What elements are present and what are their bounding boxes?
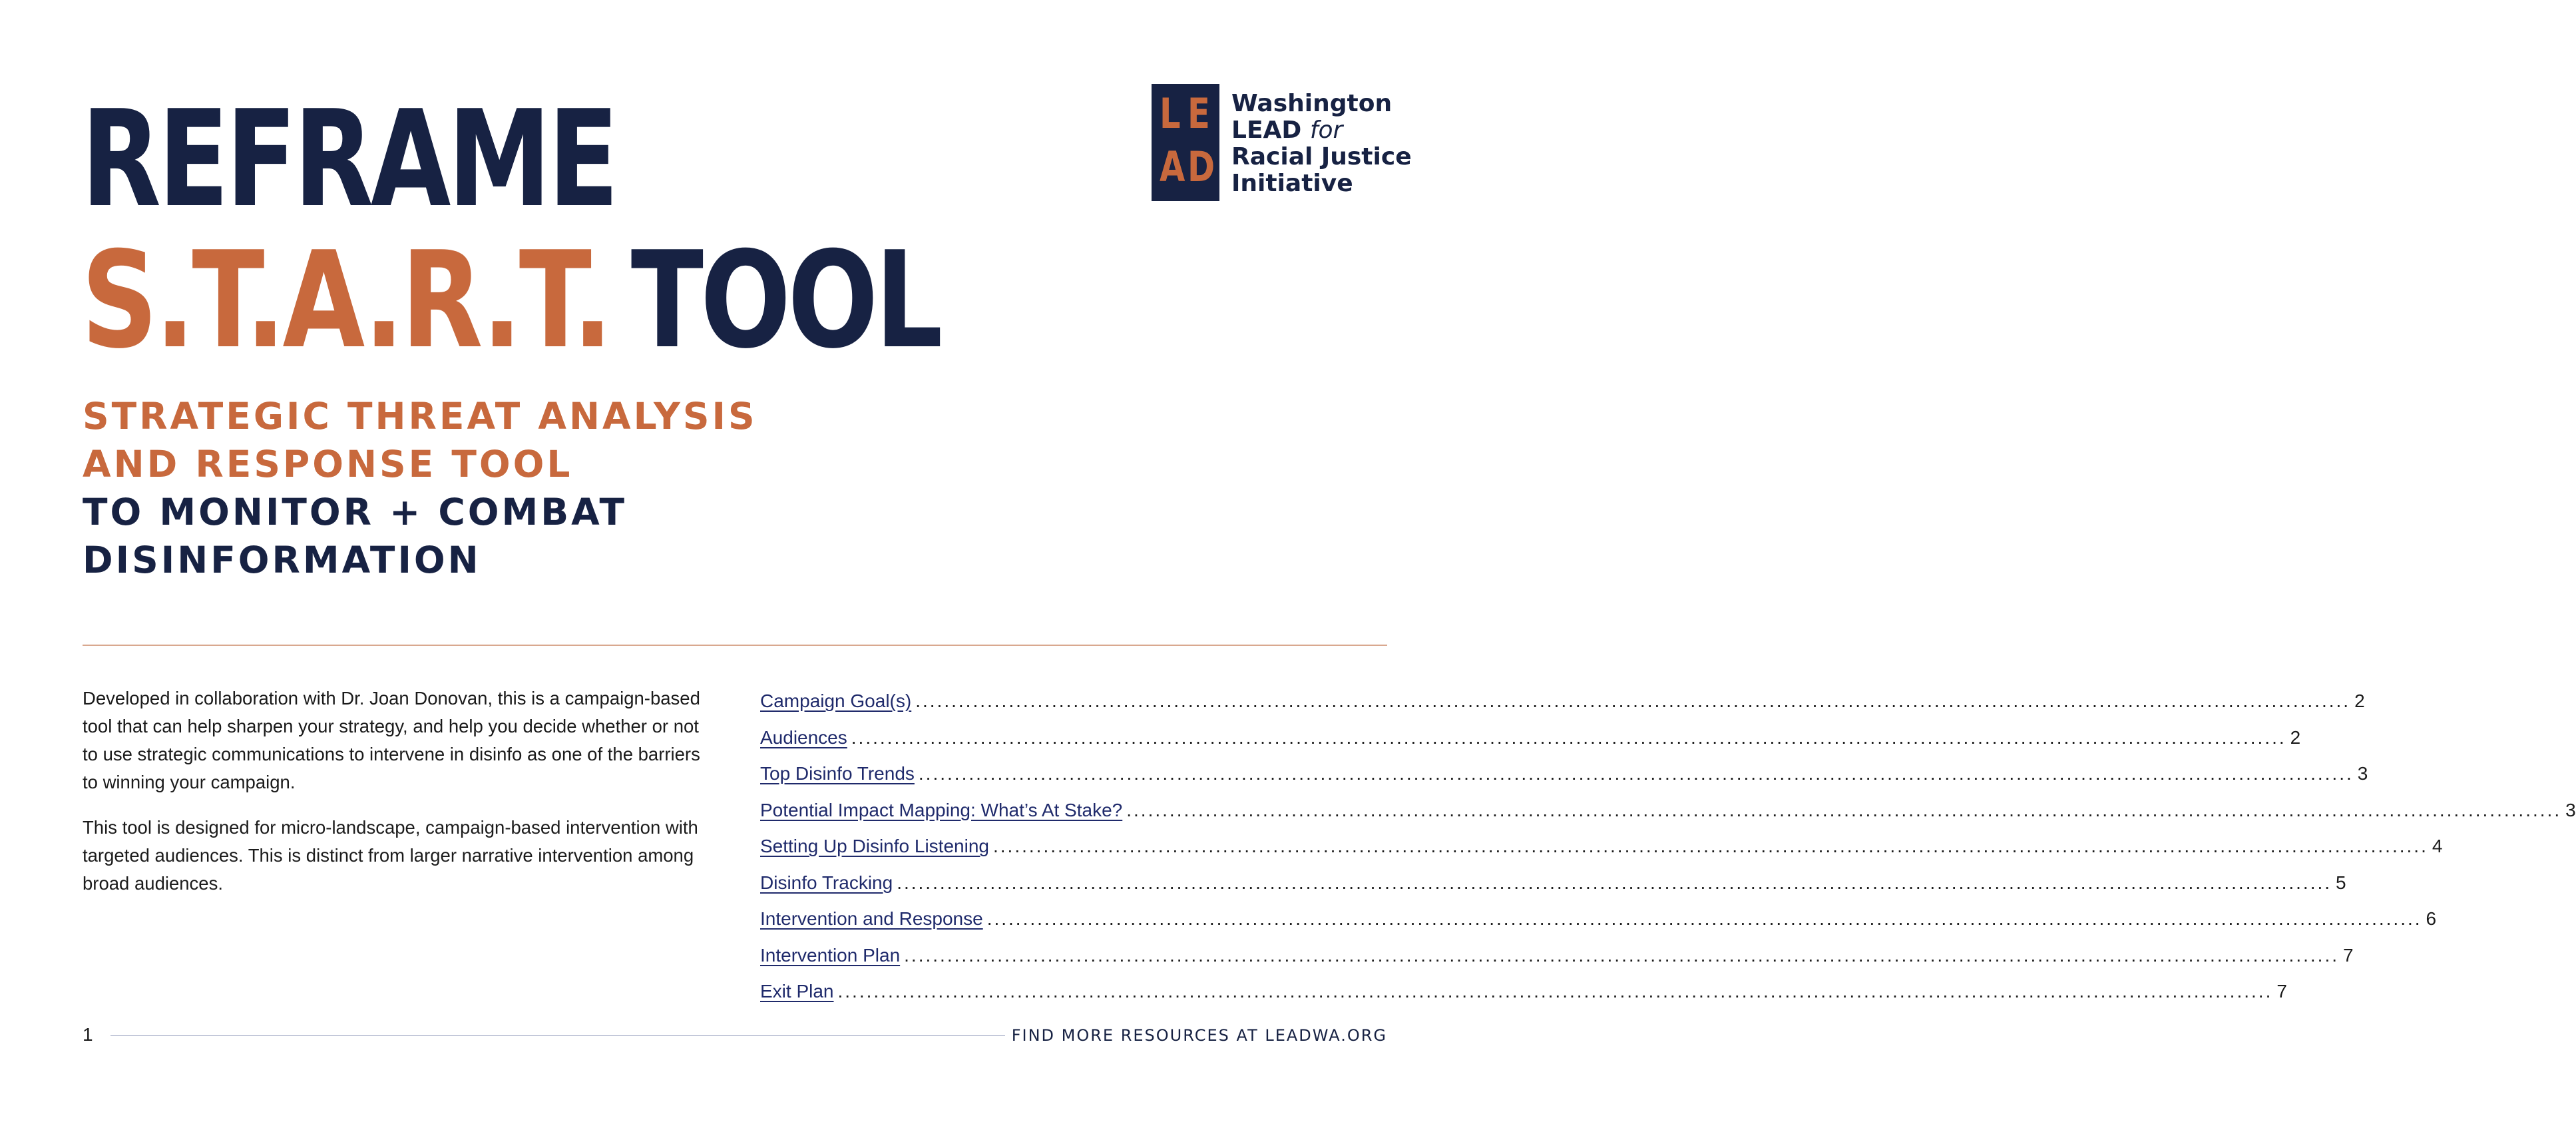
section-divider bbox=[83, 645, 1387, 646]
toc-link[interactable]: Campaign Goal(s) bbox=[760, 691, 912, 711]
page-number: 1 bbox=[83, 1024, 93, 1045]
toc-page-number: 2 bbox=[2290, 726, 2301, 748]
toc-link[interactable]: Intervention and Response bbox=[760, 908, 983, 929]
toc-leader-dots: ........................................................................................................................................................................................................ bbox=[904, 944, 2339, 966]
toc-row[interactable] bbox=[760, 940, 2354, 967]
toc-page-number: 2 bbox=[2354, 691, 2365, 711]
toc-page-number: 3 bbox=[2357, 763, 2368, 784]
logo-text-line-3: Racial Justice bbox=[1231, 143, 1412, 170]
toc-leader-dots: ........................................................................................................................................................................................................ bbox=[837, 981, 2273, 1001]
toc-page-number: 7 bbox=[2343, 944, 2354, 966]
title-start-tool bbox=[81, 223, 940, 378]
subtitle-line-4: DISINFORMATION bbox=[83, 539, 481, 581]
logo-letter-d: D bbox=[1187, 142, 1215, 191]
toc-leader-dots: ........................................................................................................................................................................................................ bbox=[851, 726, 2286, 748]
title-reframe: REFRAME bbox=[81, 82, 616, 237]
toc-page-number: 7 bbox=[2276, 981, 2287, 1001]
logo-text-line-2 bbox=[1231, 117, 1412, 144]
logo-letter-l: L bbox=[1160, 89, 1181, 138]
footer-rule bbox=[110, 1035, 1005, 1036]
toc-page-number: 6 bbox=[2426, 908, 2437, 929]
toc-link[interactable]: Intervention Plan bbox=[760, 944, 901, 966]
toc-leader-dots: ........................................................................................................................................................................................................ bbox=[986, 908, 2422, 929]
title-tool: TOOL bbox=[630, 223, 940, 378]
toc-leader-dots: ........................................................................................................................................................................................................ bbox=[915, 691, 2351, 711]
toc-leader-dots: ........................................................................................................................................................................................................ bbox=[992, 836, 2428, 856]
intro-paragraph-2: This tool is designed for micro-landscape, campaign-based intervention with targeted audiences. This is distinct from larger narrative intervention among broad audiences. bbox=[83, 817, 698, 894]
toc-leader-dots: ........................................................................................................................................................................................................ bbox=[1126, 799, 2562, 820]
toc-link[interactable]: Setting Up Disinfo Listening bbox=[760, 836, 989, 856]
subtitle-line-2: AND RESPONSE TOOL bbox=[83, 443, 573, 485]
toc-row[interactable] bbox=[760, 758, 2368, 785]
toc-page-number: 4 bbox=[2432, 836, 2443, 856]
logo-text-lead: LEAD bbox=[1231, 117, 1310, 144]
toc-page-number: 3 bbox=[2565, 799, 2576, 820]
toc-row[interactable] bbox=[760, 868, 2346, 894]
toc-row[interactable] bbox=[760, 904, 2437, 930]
logo-text-line-4: Initiative bbox=[1231, 170, 1353, 197]
logo-letter-e: E bbox=[1187, 89, 1210, 138]
title-start: S.T.A.R.T. bbox=[81, 223, 610, 378]
toc-leader-dots: ........................................................................................................................................................................................................ bbox=[918, 763, 2354, 784]
toc-row[interactable] bbox=[760, 831, 2443, 858]
toc-link[interactable]: Potential Impact Mapping: What’s At Stake? bbox=[760, 799, 1123, 820]
toc-link[interactable]: Top Disinfo Trends bbox=[760, 763, 915, 784]
toc-row[interactable] bbox=[760, 722, 2301, 749]
logo-text-line-1: Washington bbox=[1231, 90, 1393, 117]
toc-link[interactable]: Audiences bbox=[760, 726, 847, 748]
logo-organization-name bbox=[1231, 91, 1412, 197]
toc-page-number: 5 bbox=[2336, 872, 2346, 893]
subtitle-line-3: TO MONITOR + COMBAT bbox=[83, 491, 627, 533]
toc-link[interactable]: Exit Plan bbox=[760, 981, 834, 1001]
toc-link[interactable]: Disinfo Tracking bbox=[760, 872, 893, 893]
lead-logo-mark bbox=[1152, 84, 1219, 201]
toc-row[interactable] bbox=[760, 795, 2576, 822]
footer-resources-link[interactable]: FIND MORE RESOURCES AT LEADWA.ORG bbox=[1011, 1026, 1387, 1045]
toc-row[interactable] bbox=[760, 976, 2287, 1003]
logo-text-for: for bbox=[1309, 117, 1343, 144]
logo-letter-a: A bbox=[1160, 142, 1185, 191]
toc-leader-dots: ........................................................................................................................................................................................................ bbox=[897, 872, 2332, 893]
toc-row[interactable] bbox=[760, 686, 2365, 712]
intro-paragraph-1: Developed in collaboration with Dr. Joan Donovan, this is a campaign-based tool that can help sharpen your strategy, and help you decide whether or not to use strategic communications to intervene in disinfo as one of the barriers to winning your campaign. bbox=[83, 688, 700, 792]
subtitle-line-1: STRATEGIC THREAT ANALYSIS bbox=[83, 395, 757, 437]
